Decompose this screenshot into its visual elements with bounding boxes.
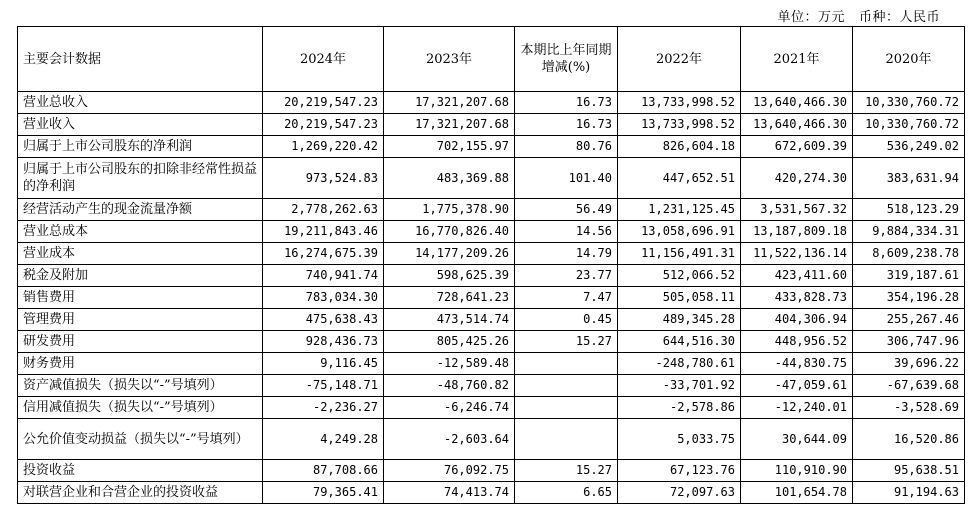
table-cell: 15.27 bbox=[515, 331, 618, 353]
row-label: 税金及附加 bbox=[18, 265, 263, 287]
table-cell: -12,240.01 bbox=[741, 397, 853, 419]
table-cell: 420,274.30 bbox=[741, 158, 853, 199]
row-label: 研发费用 bbox=[18, 331, 263, 353]
table-cell: 13,733,998.52 bbox=[618, 114, 741, 136]
table-row bbox=[18, 309, 965, 331]
table-row bbox=[18, 460, 965, 482]
table-cell: 518,123.29 bbox=[853, 199, 965, 221]
table-cell: 30,644.09 bbox=[741, 419, 853, 460]
table-cell: 39,696.22 bbox=[853, 353, 965, 375]
table-row bbox=[18, 419, 965, 460]
row-label: 财务费用 bbox=[18, 353, 263, 375]
table-cell bbox=[515, 353, 618, 375]
row-label: 经营活动产生的现金流量净额 bbox=[18, 199, 263, 221]
table-cell: 13,640,466.30 bbox=[741, 92, 853, 114]
column-header: 主要会计数据 bbox=[18, 27, 263, 92]
table-cell: -47,059.61 bbox=[741, 375, 853, 397]
table-cell: 483,369.88 bbox=[384, 158, 515, 199]
table-cell: 16,274,675.39 bbox=[263, 243, 384, 265]
table-cell: 10,330,760.72 bbox=[853, 114, 965, 136]
column-header: 本期比上年同期增减(%) bbox=[515, 27, 618, 92]
table-cell: 17,321,207.68 bbox=[384, 114, 515, 136]
row-label: 信用减值损失（损失以“-”号填列） bbox=[18, 397, 263, 419]
table-cell: 5,033.75 bbox=[618, 419, 741, 460]
table-cell: 644,516.30 bbox=[618, 331, 741, 353]
table-cell: 10,330,760.72 bbox=[853, 92, 965, 114]
table-cell: 11,522,136.14 bbox=[741, 243, 853, 265]
table-cell: 306,747.96 bbox=[853, 331, 965, 353]
table-cell: 740,941.74 bbox=[263, 265, 384, 287]
table-cell: -75,148.71 bbox=[263, 375, 384, 397]
table-row bbox=[18, 221, 965, 243]
table-cell: 783,034.30 bbox=[263, 287, 384, 309]
table-cell: 19,211,843.46 bbox=[263, 221, 384, 243]
table-cell: 15.27 bbox=[515, 460, 618, 482]
table-cell: 702,155.97 bbox=[384, 136, 515, 158]
table-cell: 489,345.28 bbox=[618, 309, 741, 331]
table-cell: 973,524.83 bbox=[263, 158, 384, 199]
table-cell: 1,775,378.90 bbox=[384, 199, 515, 221]
table-cell: 728,641.23 bbox=[384, 287, 515, 309]
table-row bbox=[18, 92, 965, 114]
column-header: 2023年 bbox=[384, 27, 515, 92]
table-cell: 11,156,491.31 bbox=[618, 243, 741, 265]
table-cell: 512,066.52 bbox=[618, 265, 741, 287]
table-row bbox=[18, 265, 965, 287]
table-cell: 14,177,209.26 bbox=[384, 243, 515, 265]
table-row bbox=[18, 287, 965, 309]
table-cell: -2,236.27 bbox=[263, 397, 384, 419]
table-cell: 20,219,547.23 bbox=[263, 114, 384, 136]
table-row bbox=[18, 136, 965, 158]
table-cell: 672,609.39 bbox=[741, 136, 853, 158]
table-cell: 2,778,262.63 bbox=[263, 199, 384, 221]
row-label: 归属于上市公司股东的净利润 bbox=[18, 136, 263, 158]
table-row bbox=[18, 353, 965, 375]
table-cell: 7.47 bbox=[515, 287, 618, 309]
table-row bbox=[18, 199, 965, 221]
table-cell: 79,365.41 bbox=[263, 482, 384, 504]
row-label: 销售费用 bbox=[18, 287, 263, 309]
table-cell: 101.40 bbox=[515, 158, 618, 199]
table-row bbox=[18, 397, 965, 419]
table-cell: 14.56 bbox=[515, 221, 618, 243]
table-cell: 473,514.74 bbox=[384, 309, 515, 331]
column-header: 2022年 bbox=[618, 27, 741, 92]
table-cell: 110,910.90 bbox=[741, 460, 853, 482]
table-cell: 505,058.11 bbox=[618, 287, 741, 309]
table-cell: 13,733,998.52 bbox=[618, 92, 741, 114]
currency-label: 币种：人民币 bbox=[858, 10, 940, 25]
table-cell: 805,425.26 bbox=[384, 331, 515, 353]
table-cell: 87,708.66 bbox=[263, 460, 384, 482]
row-label: 公允价值变动损益（损失以“-”号填列） bbox=[18, 419, 263, 460]
table-cell: 56.49 bbox=[515, 199, 618, 221]
table-cell: -67,639.68 bbox=[853, 375, 965, 397]
table-cell: -44,830.75 bbox=[741, 353, 853, 375]
table-body bbox=[18, 92, 965, 504]
table-cell: 598,625.39 bbox=[384, 265, 515, 287]
table-cell: 536,249.02 bbox=[853, 136, 965, 158]
table-row bbox=[18, 158, 965, 199]
row-label: 营业收入 bbox=[18, 114, 263, 136]
table-cell bbox=[515, 375, 618, 397]
table-cell: 67,123.76 bbox=[618, 460, 741, 482]
table-cell: 475,638.43 bbox=[263, 309, 384, 331]
table-cell: 13,640,466.30 bbox=[741, 114, 853, 136]
table-cell: 16,520.86 bbox=[853, 419, 965, 460]
table-cell: 101,654.78 bbox=[741, 482, 853, 504]
row-label: 对联营企业和合营企业的投资收益 bbox=[18, 482, 263, 504]
table-row bbox=[18, 331, 965, 353]
row-label: 投资收益 bbox=[18, 460, 263, 482]
table-cell: 13,058,696.91 bbox=[618, 221, 741, 243]
table-cell: -2,578.86 bbox=[618, 397, 741, 419]
table-cell: 9,116.45 bbox=[263, 353, 384, 375]
table-row bbox=[18, 482, 965, 504]
table-cell: 3,531,567.32 bbox=[741, 199, 853, 221]
column-header: 2020年 bbox=[853, 27, 965, 92]
table-cell: -12,589.48 bbox=[384, 353, 515, 375]
table-cell: 826,604.18 bbox=[618, 136, 741, 158]
table-cell: -48,760.82 bbox=[384, 375, 515, 397]
table-cell: 23.77 bbox=[515, 265, 618, 287]
table-cell: 80.76 bbox=[515, 136, 618, 158]
table-cell: 20,219,547.23 bbox=[263, 92, 384, 114]
table-cell: 448,956.52 bbox=[741, 331, 853, 353]
table-cell: 14.79 bbox=[515, 243, 618, 265]
unit-label: 单位：万元 bbox=[777, 10, 845, 25]
table-cell: 1,231,125.45 bbox=[618, 199, 741, 221]
table-cell: 91,194.63 bbox=[853, 482, 965, 504]
unit-line bbox=[777, 6, 940, 25]
table-cell: -3,528.69 bbox=[853, 397, 965, 419]
table-cell: 16,770,826.40 bbox=[384, 221, 515, 243]
table-cell: 433,828.73 bbox=[741, 287, 853, 309]
column-header: 2024年 bbox=[263, 27, 384, 92]
table-cell bbox=[515, 419, 618, 460]
row-label: 管理费用 bbox=[18, 309, 263, 331]
table-cell: 76,092.75 bbox=[384, 460, 515, 482]
table-cell: 9,884,334.31 bbox=[853, 221, 965, 243]
column-header: 2021年 bbox=[741, 27, 853, 92]
table-cell: 17,321,207.68 bbox=[384, 92, 515, 114]
table-cell: 383,631.94 bbox=[853, 158, 965, 199]
row-label: 营业总收入 bbox=[18, 92, 263, 114]
table-header-row bbox=[18, 27, 965, 92]
table-cell: 928,436.73 bbox=[263, 331, 384, 353]
row-label: 营业总成本 bbox=[18, 221, 263, 243]
table-cell: 423,411.60 bbox=[741, 265, 853, 287]
table-cell: 404,306.94 bbox=[741, 309, 853, 331]
table-cell: 354,196.28 bbox=[853, 287, 965, 309]
table-row bbox=[18, 243, 965, 265]
table-cell: 0.45 bbox=[515, 309, 618, 331]
row-label: 归属于上市公司股东的扣除非经常性损益的净利润 bbox=[18, 158, 263, 199]
table-cell: -2,603.64 bbox=[384, 419, 515, 460]
table-cell: 95,638.51 bbox=[853, 460, 965, 482]
table-cell: 319,187.61 bbox=[853, 265, 965, 287]
table-cell bbox=[515, 397, 618, 419]
table-cell: 72,097.63 bbox=[618, 482, 741, 504]
table-cell: -6,246.74 bbox=[384, 397, 515, 419]
table-cell: -33,701.92 bbox=[618, 375, 741, 397]
row-label: 资产减值损失（损失以“-”号填列） bbox=[18, 375, 263, 397]
table-cell: 6.65 bbox=[515, 482, 618, 504]
table-cell: 74,413.74 bbox=[384, 482, 515, 504]
table-cell: -248,780.61 bbox=[618, 353, 741, 375]
table-cell: 255,267.46 bbox=[853, 309, 965, 331]
table-cell: 16.73 bbox=[515, 92, 618, 114]
row-label: 营业成本 bbox=[18, 243, 263, 265]
table-row bbox=[18, 114, 965, 136]
table-cell: 1,269,220.42 bbox=[263, 136, 384, 158]
table-cell: 447,652.51 bbox=[618, 158, 741, 199]
table-cell: 13,187,809.18 bbox=[741, 221, 853, 243]
table-row bbox=[18, 375, 965, 397]
table-cell: 16.73 bbox=[515, 114, 618, 136]
financial-data-table bbox=[17, 26, 965, 504]
table-cell: 4,249.28 bbox=[263, 419, 384, 460]
table-cell: 8,609,238.78 bbox=[853, 243, 965, 265]
